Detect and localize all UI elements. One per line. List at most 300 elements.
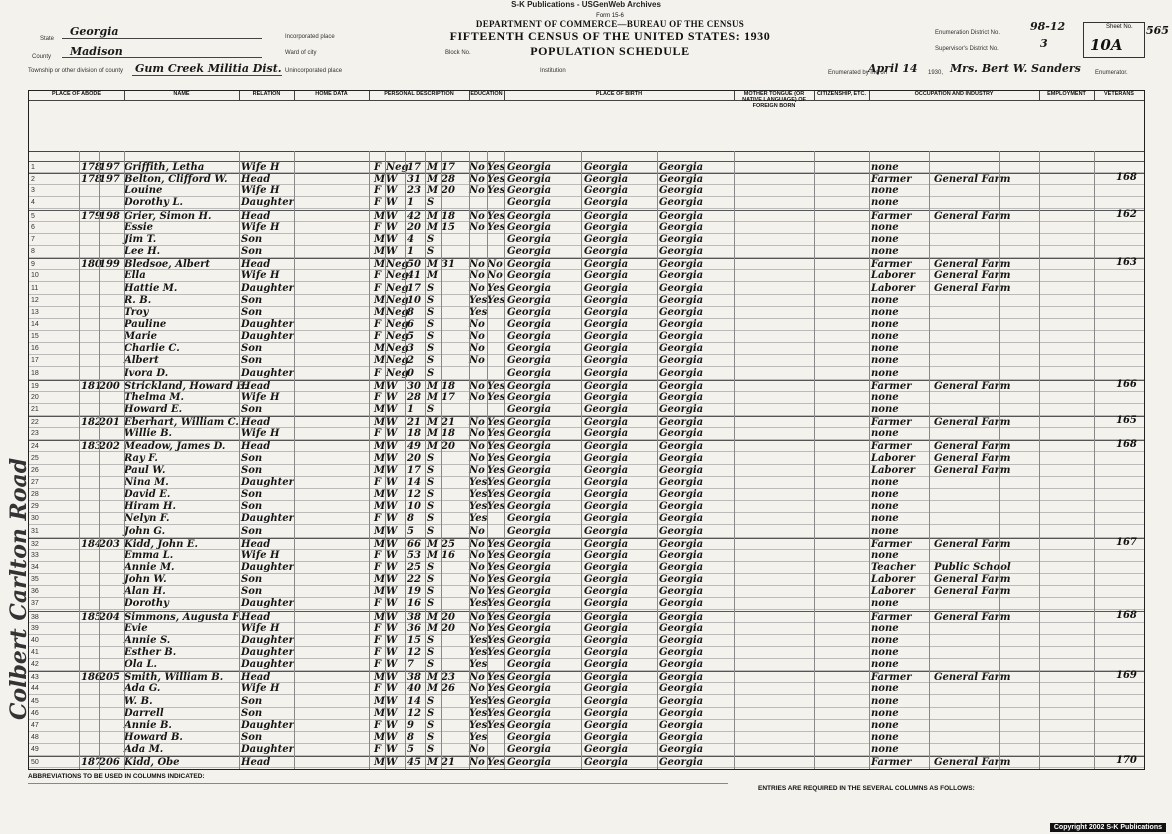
table-row <box>29 647 1144 659</box>
birthplace: Georgia <box>507 221 552 233</box>
race: W <box>386 574 398 586</box>
row-number: 22 <box>31 419 39 427</box>
father-birthplace: Georgia <box>584 659 629 671</box>
sex: M <box>374 732 386 744</box>
table-row <box>29 550 1144 562</box>
race: W <box>386 659 398 671</box>
school-attendance: No <box>469 538 485 550</box>
race: W <box>386 441 398 453</box>
sex: F <box>374 331 382 343</box>
relation: Wife H <box>241 549 280 561</box>
mother-birthplace: Georgia <box>659 343 704 355</box>
age: 41 <box>407 270 421 282</box>
archive-banner: S-K Publications - USGenWeb Archives <box>511 0 661 9</box>
occupation: none <box>871 525 899 537</box>
family-number: 198 <box>99 210 120 222</box>
sex: M <box>374 417 386 429</box>
corner-number: 565 <box>1146 24 1169 37</box>
race: Neg <box>386 282 409 294</box>
mother-birthplace: Georgia <box>659 174 704 186</box>
race: W <box>386 672 398 684</box>
birthplace: Georgia <box>507 417 552 429</box>
table-row <box>29 258 1144 270</box>
family-count-number: 168 <box>1116 439 1137 451</box>
birthplace: Georgia <box>507 428 552 440</box>
birthplace: Georgia <box>507 744 552 756</box>
abbreviations-title: ABBREVIATIONS TO BE USED IN COLUMNS INDICATED: <box>28 773 205 780</box>
row-number: 5 <box>31 212 35 220</box>
column-divider <box>487 151 488 769</box>
department-title: DEPARTMENT OF COMMERCE—BUREAU OF THE CENSUS <box>475 19 745 29</box>
birthplace: Georgia <box>507 719 552 731</box>
read-write: Yes <box>487 586 506 598</box>
school-attendance: No <box>469 331 485 343</box>
birthplace: Georgia <box>507 404 552 415</box>
age: 20 <box>407 452 421 464</box>
marital-status: M <box>427 380 439 392</box>
relation: Son <box>241 404 263 415</box>
birthplace: Georgia <box>507 683 552 695</box>
table-row <box>29 185 1144 197</box>
father-birthplace: Georgia <box>584 476 629 488</box>
race: W <box>386 428 398 440</box>
industry: General Farm <box>934 441 1011 453</box>
school-attendance: Yes <box>469 598 488 610</box>
person-name: Marie <box>124 331 157 343</box>
marital-status: S <box>427 732 435 744</box>
family-count-number: 168 <box>1116 172 1137 184</box>
ward-label: Ward of city <box>285 50 317 56</box>
dwelling-number: 185 <box>81 611 102 623</box>
read-write: Yes <box>487 719 506 731</box>
marital-status: M <box>427 162 439 173</box>
race: W <box>386 417 398 429</box>
table-row <box>29 380 1144 392</box>
age: 5 <box>407 525 414 537</box>
school-attendance: Yes <box>469 501 488 513</box>
father-birthplace: Georgia <box>584 441 629 453</box>
age: 28 <box>407 391 421 403</box>
age: 23 <box>407 185 421 197</box>
table-row <box>29 222 1144 234</box>
table-row <box>29 368 1144 380</box>
margin-road-note: Colbert Carlton Road <box>6 457 32 720</box>
father-birthplace: Georgia <box>584 513 629 525</box>
school-attendance: No <box>469 561 485 573</box>
marital-status: S <box>427 634 435 646</box>
marital-status: M <box>427 683 439 695</box>
birthplace: Georgia <box>507 259 552 271</box>
row-number: 46 <box>31 709 39 717</box>
marital-status: S <box>427 586 435 598</box>
county-underline <box>62 57 262 58</box>
read-write: Yes <box>487 695 506 707</box>
read-write: Yes <box>487 622 506 634</box>
race: W <box>386 210 398 222</box>
industry: General Farm <box>934 574 1011 586</box>
person-name: Nelyn F. <box>124 513 170 525</box>
school-attendance: No <box>469 464 485 476</box>
row-number: 36 <box>31 588 39 596</box>
father-birthplace: Georgia <box>584 404 629 415</box>
mother-birthplace: Georgia <box>659 318 704 330</box>
relation: Son <box>241 233 263 245</box>
column-divider <box>124 151 125 769</box>
column-divider <box>504 151 505 769</box>
age: 38 <box>407 672 421 684</box>
father-birthplace: Georgia <box>584 695 629 707</box>
person-name: Louine <box>124 185 163 197</box>
group-education: EDUCATION <box>469 91 505 101</box>
row-number: 31 <box>31 527 39 535</box>
row-number: 26 <box>31 466 39 474</box>
school-attendance: No <box>469 343 485 355</box>
relation: Daughter <box>241 367 294 379</box>
occupation: none <box>871 343 899 355</box>
race: W <box>386 586 398 598</box>
age-first-marriage: 31 <box>441 259 455 271</box>
marital-status: M <box>427 428 439 440</box>
father-birthplace: Georgia <box>584 574 629 586</box>
column-divider <box>869 151 870 769</box>
row-number: 38 <box>31 613 39 621</box>
marital-status: M <box>427 259 439 271</box>
row-number: 20 <box>31 393 39 401</box>
sex: M <box>374 294 386 306</box>
marital-status: S <box>427 464 435 476</box>
occupation: none <box>871 647 899 658</box>
school-attendance: No <box>469 683 485 695</box>
birthplace: Georgia <box>507 513 552 525</box>
table-row <box>29 210 1144 222</box>
school-attendance: No <box>469 672 485 684</box>
race: Neg <box>386 270 409 282</box>
row-number: 28 <box>31 491 39 499</box>
age-first-marriage: 26 <box>441 683 455 695</box>
row-number: 15 <box>31 333 39 341</box>
table-row <box>29 428 1144 440</box>
relation: Head <box>241 259 271 271</box>
row-number: 9 <box>31 261 35 269</box>
occupation: none <box>871 513 899 525</box>
birthplace: Georgia <box>507 538 552 550</box>
mother-birthplace: Georgia <box>659 221 704 233</box>
relation: Son <box>241 586 263 598</box>
relation: Wife H <box>241 270 280 282</box>
mother-birthplace: Georgia <box>659 611 704 623</box>
mother-birthplace: Georgia <box>659 476 704 488</box>
age: 1 <box>407 197 414 209</box>
race: W <box>386 404 398 415</box>
table-row <box>29 416 1144 428</box>
sex: M <box>374 525 386 537</box>
birthplace: Georgia <box>507 331 552 343</box>
school-attendance: No <box>469 282 485 294</box>
occupation: Farmer <box>871 757 912 769</box>
table-row <box>29 659 1144 671</box>
relation: Daughter <box>241 659 294 671</box>
row-number: 47 <box>31 721 39 729</box>
industry: General Farm <box>934 757 1011 769</box>
school-attendance: Yes <box>469 294 488 306</box>
sex: M <box>374 210 386 222</box>
race: Neg <box>386 259 409 271</box>
age: 42 <box>407 210 421 222</box>
group-veterans: VETERANS <box>1094 91 1144 101</box>
unincorporated-label: Unincorporated place <box>285 68 343 74</box>
person-name: Kidd, John E. <box>124 538 198 550</box>
read-write: Yes <box>487 441 506 453</box>
birthplace: Georgia <box>507 476 552 488</box>
father-birthplace: Georgia <box>584 162 629 173</box>
age: 14 <box>407 695 421 707</box>
occupation: Teacher <box>871 561 916 573</box>
race: W <box>386 489 398 501</box>
mother-birthplace: Georgia <box>659 622 704 634</box>
age-first-marriage: 20 <box>441 441 455 453</box>
sex: M <box>374 174 386 186</box>
mother-birthplace: Georgia <box>659 501 704 513</box>
person-name: Dorothy <box>124 598 169 610</box>
read-write: Yes <box>487 282 506 294</box>
age: 16 <box>407 598 421 610</box>
father-birthplace: Georgia <box>584 757 629 769</box>
occupation: none <box>871 428 899 440</box>
occupation: none <box>871 622 899 634</box>
occupation: none <box>871 732 899 744</box>
occupation: Farmer <box>871 672 912 684</box>
sex: F <box>374 549 382 561</box>
birthplace: Georgia <box>507 391 552 403</box>
column-divider <box>369 151 370 769</box>
marital-status: S <box>427 489 435 501</box>
relation: Son <box>241 343 263 355</box>
group-occupation-industry: OCCUPATION AND INDUSTRY <box>869 91 1040 101</box>
row-number: 13 <box>31 308 39 316</box>
row-number: 2 <box>31 176 35 184</box>
school-attendance: Yes <box>469 513 488 525</box>
school-attendance: No <box>469 259 485 271</box>
race: W <box>386 719 398 731</box>
sex: M <box>374 306 386 318</box>
occupation: none <box>871 719 899 731</box>
column-divider <box>657 151 658 769</box>
read-write: Yes <box>487 549 506 561</box>
race: W <box>386 757 398 769</box>
dwelling-number: 182 <box>81 417 102 429</box>
family-number: 205 <box>99 672 120 684</box>
marital-status: S <box>427 707 435 719</box>
person-name: Ada M. <box>124 744 164 756</box>
sex: F <box>374 598 382 610</box>
race: W <box>386 744 398 756</box>
industry: General Farm <box>934 611 1011 623</box>
age: 1 <box>407 404 414 415</box>
age: 0 <box>407 367 414 379</box>
family-count-number: 163 <box>1116 257 1137 269</box>
father-birthplace: Georgia <box>584 233 629 245</box>
mother-birthplace: Georgia <box>659 464 704 476</box>
table-row <box>29 538 1144 550</box>
sex: M <box>374 343 386 355</box>
age: 25 <box>407 561 421 573</box>
race: W <box>386 634 398 646</box>
relation: Daughter <box>241 331 294 343</box>
read-write: Yes <box>487 380 506 392</box>
read-write: Yes <box>487 598 506 610</box>
age: 53 <box>407 549 421 561</box>
row-number: 45 <box>31 697 39 705</box>
relation: Head <box>241 538 271 550</box>
person-name: Ivora D. <box>124 367 169 379</box>
occupation: Laborer <box>871 586 916 598</box>
relation: Daughter <box>241 744 294 756</box>
school-attendance: No <box>469 210 485 222</box>
school-attendance: Yes <box>469 659 488 671</box>
birthplace: Georgia <box>507 294 552 306</box>
mother-birthplace: Georgia <box>659 598 704 610</box>
read-write: Yes <box>487 391 506 403</box>
race: W <box>386 197 398 209</box>
age: 36 <box>407 622 421 634</box>
marital-status: S <box>427 513 435 525</box>
sex: F <box>374 221 382 233</box>
school-attendance: No <box>469 574 485 586</box>
school-attendance: No <box>469 221 485 233</box>
person-name: Kidd, Obe <box>124 757 180 769</box>
marital-status: S <box>427 695 435 707</box>
father-birthplace: Georgia <box>584 719 629 731</box>
sheet-value: 10A <box>1090 36 1123 54</box>
father-birthplace: Georgia <box>584 525 629 537</box>
person-name: Bledsoe, Albert <box>124 259 211 271</box>
read-write: No <box>487 270 503 282</box>
person-name: Hattie M. <box>124 282 178 294</box>
sex: M <box>374 695 386 707</box>
birthplace: Georgia <box>507 355 552 367</box>
relation: Wife H <box>241 428 280 440</box>
relation: Daughter <box>241 719 294 731</box>
mother-birthplace: Georgia <box>659 331 704 343</box>
table-row <box>29 197 1144 209</box>
birthplace: Georgia <box>507 757 552 769</box>
father-birthplace: Georgia <box>584 428 629 440</box>
group-relation: RELATION <box>239 91 295 101</box>
age: 21 <box>407 417 421 429</box>
marital-status: S <box>427 282 435 294</box>
incorporated-label: Incorporated place <box>285 34 335 40</box>
mother-birthplace: Georgia <box>659 695 704 707</box>
table-row <box>29 720 1144 732</box>
table-row <box>29 453 1144 465</box>
mother-birthplace: Georgia <box>659 404 704 415</box>
table-row <box>29 683 1144 695</box>
relation: Head <box>241 380 271 392</box>
age-first-marriage: 21 <box>441 417 455 429</box>
column-divider <box>79 151 80 769</box>
relation: Son <box>241 489 263 501</box>
age: 19 <box>407 586 421 598</box>
school-attendance: Yes <box>469 489 488 501</box>
person-name: Strickland, Howard E. <box>124 380 248 392</box>
school-attendance: Yes <box>469 647 488 658</box>
age-first-marriage: 20 <box>441 185 455 197</box>
group-mother-tongue: MOTHER TONGUE (OR NATIVE LANGUAGE) OF FOREIGN BORN <box>734 91 815 101</box>
family-number: 203 <box>99 538 120 550</box>
age: 15 <box>407 634 421 646</box>
industry: General Farm <box>934 270 1011 282</box>
person-name: Howard E. <box>124 404 183 415</box>
occupation: none <box>871 549 899 561</box>
relation: Son <box>241 306 263 318</box>
birthplace: Georgia <box>507 659 552 671</box>
marital-status: M <box>427 441 439 453</box>
father-birthplace: Georgia <box>584 380 629 392</box>
birthplace: Georgia <box>507 441 552 453</box>
father-birthplace: Georgia <box>584 707 629 719</box>
father-birthplace: Georgia <box>584 294 629 306</box>
read-write: Yes <box>487 611 506 623</box>
age-first-marriage: 20 <box>441 622 455 634</box>
sex: M <box>374 404 386 415</box>
enumerated-label: Enumerated by me on <box>828 70 888 76</box>
mother-birthplace: Georgia <box>659 525 704 537</box>
relation: Head <box>241 672 271 684</box>
enum-district-label: Enumeration District No. <box>935 30 1001 36</box>
occupation: none <box>871 634 899 646</box>
occupation: Farmer <box>871 210 912 222</box>
relation: Daughter <box>241 561 294 573</box>
age: 10 <box>407 294 421 306</box>
sex: F <box>374 270 382 282</box>
age-first-marriage: 28 <box>441 174 455 186</box>
age-first-marriage: 16 <box>441 549 455 561</box>
enumerator-label: Enumerator. <box>1095 70 1128 76</box>
age: 66 <box>407 538 421 550</box>
row-number: 10 <box>31 272 39 280</box>
father-birthplace: Georgia <box>584 501 629 513</box>
occupation: Laborer <box>871 282 916 294</box>
form-number: Form 15-6 <box>596 13 624 19</box>
person-name: Annie S. <box>124 634 171 646</box>
read-write: Yes <box>487 672 506 684</box>
occupation: none <box>871 197 899 209</box>
marital-status: M <box>427 174 439 186</box>
mother-birthplace: Georgia <box>659 719 704 731</box>
occupation: none <box>871 404 899 415</box>
sex: M <box>374 707 386 719</box>
occupation: none <box>871 294 899 306</box>
read-write: Yes <box>487 210 506 222</box>
age-first-marriage: 17 <box>441 391 455 403</box>
person-name: Ray F. <box>124 452 158 464</box>
sex: M <box>374 246 386 258</box>
family-number: 206 <box>99 757 120 769</box>
school-attendance: No <box>469 417 485 429</box>
dwelling-number: 187 <box>81 757 102 769</box>
table-row <box>29 234 1144 246</box>
row-number: 34 <box>31 563 39 571</box>
industry: General Farm <box>934 380 1011 392</box>
mother-birthplace: Georgia <box>659 441 704 453</box>
father-birthplace: Georgia <box>584 282 629 294</box>
sex: F <box>374 391 382 403</box>
father-birthplace: Georgia <box>584 259 629 271</box>
age: 31 <box>407 174 421 186</box>
marital-status: M <box>427 549 439 561</box>
dwelling-number: 178 <box>81 174 102 186</box>
race: W <box>386 683 398 695</box>
